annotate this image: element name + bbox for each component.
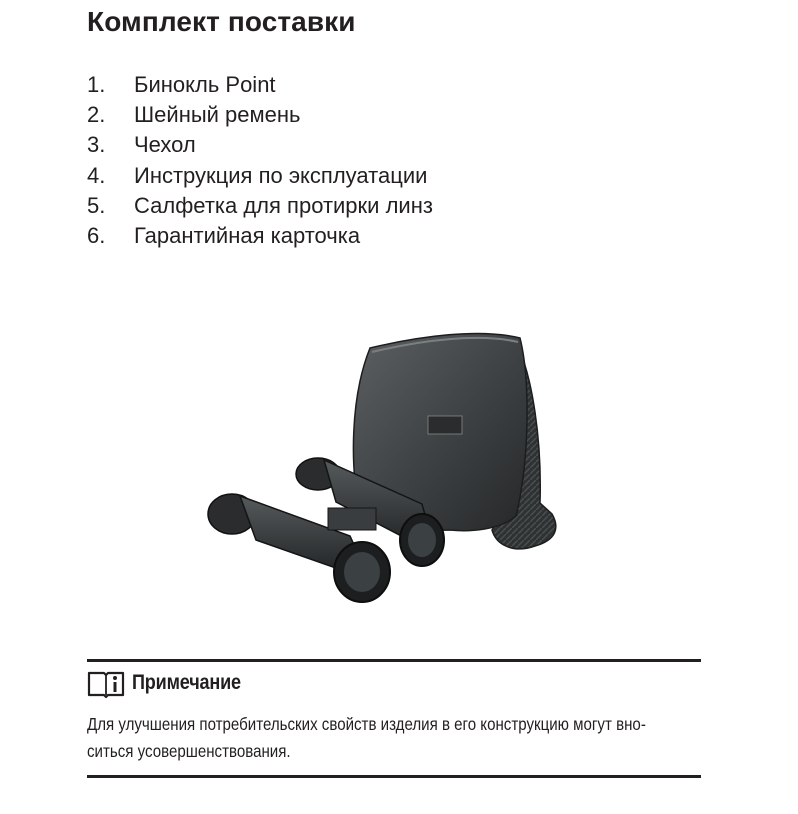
item-text: Бинокль Point	[134, 72, 276, 97]
page-title: Комплект поставки	[87, 6, 356, 37]
binocular-bridge	[328, 508, 376, 530]
item-number: 2.	[87, 102, 106, 128]
list-item	[87, 161, 433, 191]
item-number: 1.	[87, 72, 106, 97]
item-number: 6.	[87, 222, 106, 248]
note-title: Примечание	[132, 671, 241, 694]
note-top-rule	[87, 659, 701, 662]
list-item	[87, 221, 433, 251]
item-number: 3.	[87, 132, 106, 158]
item-text: Чехол	[134, 132, 196, 158]
note-bottom-rule	[87, 775, 701, 778]
info-book-icon	[87, 667, 125, 699]
contents-list	[87, 70, 433, 251]
list-item	[87, 191, 433, 221]
note-text	[87, 711, 701, 765]
case-logo-badge	[428, 416, 462, 434]
item-text: Шейный ремень	[134, 102, 301, 128]
item-text: Инструкция по эксплуатации	[134, 162, 428, 188]
item-number: 5.	[87, 192, 106, 218]
list-item	[87, 100, 433, 130]
item-number: 4.	[87, 162, 106, 188]
item-text: Гарантийная карточка	[134, 222, 361, 248]
list-item	[87, 70, 433, 100]
list-item	[87, 130, 433, 160]
item-text: Салфетка для протирки линз	[134, 192, 433, 218]
note-text-line: ситься усовершенствования.	[87, 741, 291, 761]
note-header	[87, 667, 259, 699]
binoculars-and-case-photo	[200, 318, 570, 623]
note-text-line: Для улучшения потребительских свойств изделия в его конструкцию могут вно-	[87, 714, 646, 734]
